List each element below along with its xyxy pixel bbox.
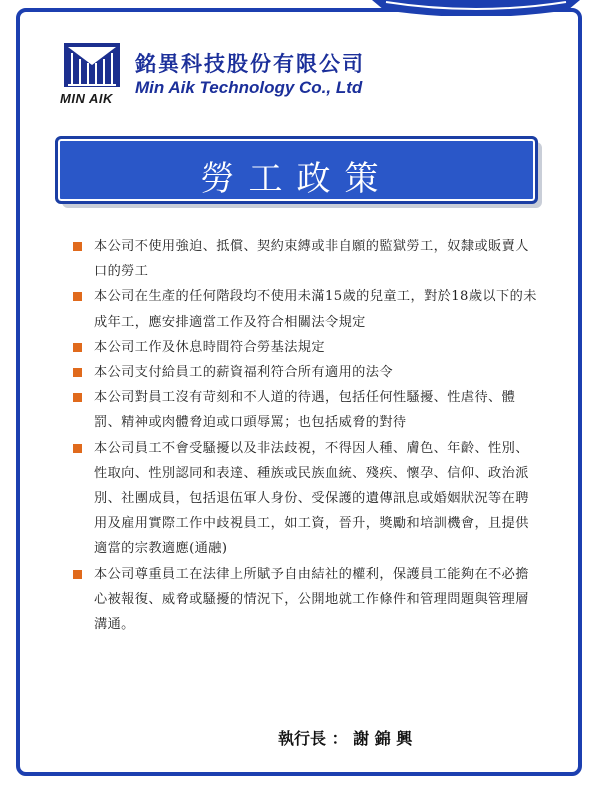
frame-notch-decoration [372, 0, 580, 16]
company-name-zh: 銘異科技股份有限公司 [135, 52, 365, 76]
ceo-signature: 執行長 ： 謝 錦 興 [278, 729, 413, 748]
policy-item [72, 436, 542, 562]
policy-item [72, 360, 542, 385]
policy-item [72, 562, 542, 638]
title-banner [55, 136, 538, 204]
policy-item [72, 284, 542, 334]
policy-item [72, 335, 542, 360]
company-name-en: Min Aik Technology Co., Ltd [135, 78, 363, 97]
policy-text: 本公司尊重員工在法律上所賦予自由結社的權利，保護員工能夠在不必擔心被報復、威脅或騷擾的情況下，公開地就工作條件和管理問題與管理層溝通。 [94, 566, 529, 633]
policy-item [72, 234, 542, 284]
bullet-square-icon [73, 570, 82, 579]
bullet-square-icon [73, 292, 82, 301]
policy-text: 本公司工作及休息時間符合勞基法規定 [94, 339, 325, 355]
bullet-square-icon [73, 242, 82, 251]
policy-text: 本公司在生產的任何階段均不使用未滿15歲的兒童工，對於18歲以下的未成年工，應安排適當工作及符合相關法令規定 [94, 289, 537, 330]
policy-text: 本公司不使用強迫、抵償、契約束縛或非自願的監獄勞工，奴隸或販賣人口的勞工 [94, 239, 529, 280]
policy-text: 本公司支付給員工的薪資福利符合所有適用的法令 [94, 365, 393, 381]
policy-text: 本公司對員工沒有苛刻和不人道的待遇，包括任何性騷擾、性虐待、體罰、精神或肉體脅迫或口頭辱罵；也包括威脅的對待 [94, 390, 516, 431]
page-title: 勞工政策 [200, 159, 393, 199]
bullet-square-icon [73, 444, 82, 453]
bullet-square-icon [73, 343, 82, 352]
policy-text: 本公司員工不會受騷擾以及非法歧視，不得因人種、膚色、年齡、性別、性取向、性別認同和表達、種族或民族血統、殘疾、懷孕、信仰、政治派別、社團成員，包括退伍軍人身份、受保護的遺傳訊息或婚姻狀況等在聘用及雇用實際工作中歧視員工，如工資，晉升，獎勵和培訓機會，且提供適當的宗教適應(通融) [94, 440, 529, 557]
policy-item [72, 385, 542, 435]
policy-list [72, 234, 542, 637]
bullet-square-icon [73, 393, 82, 402]
logo-text: MIN AIK [60, 91, 113, 106]
bullet-square-icon [73, 368, 82, 377]
